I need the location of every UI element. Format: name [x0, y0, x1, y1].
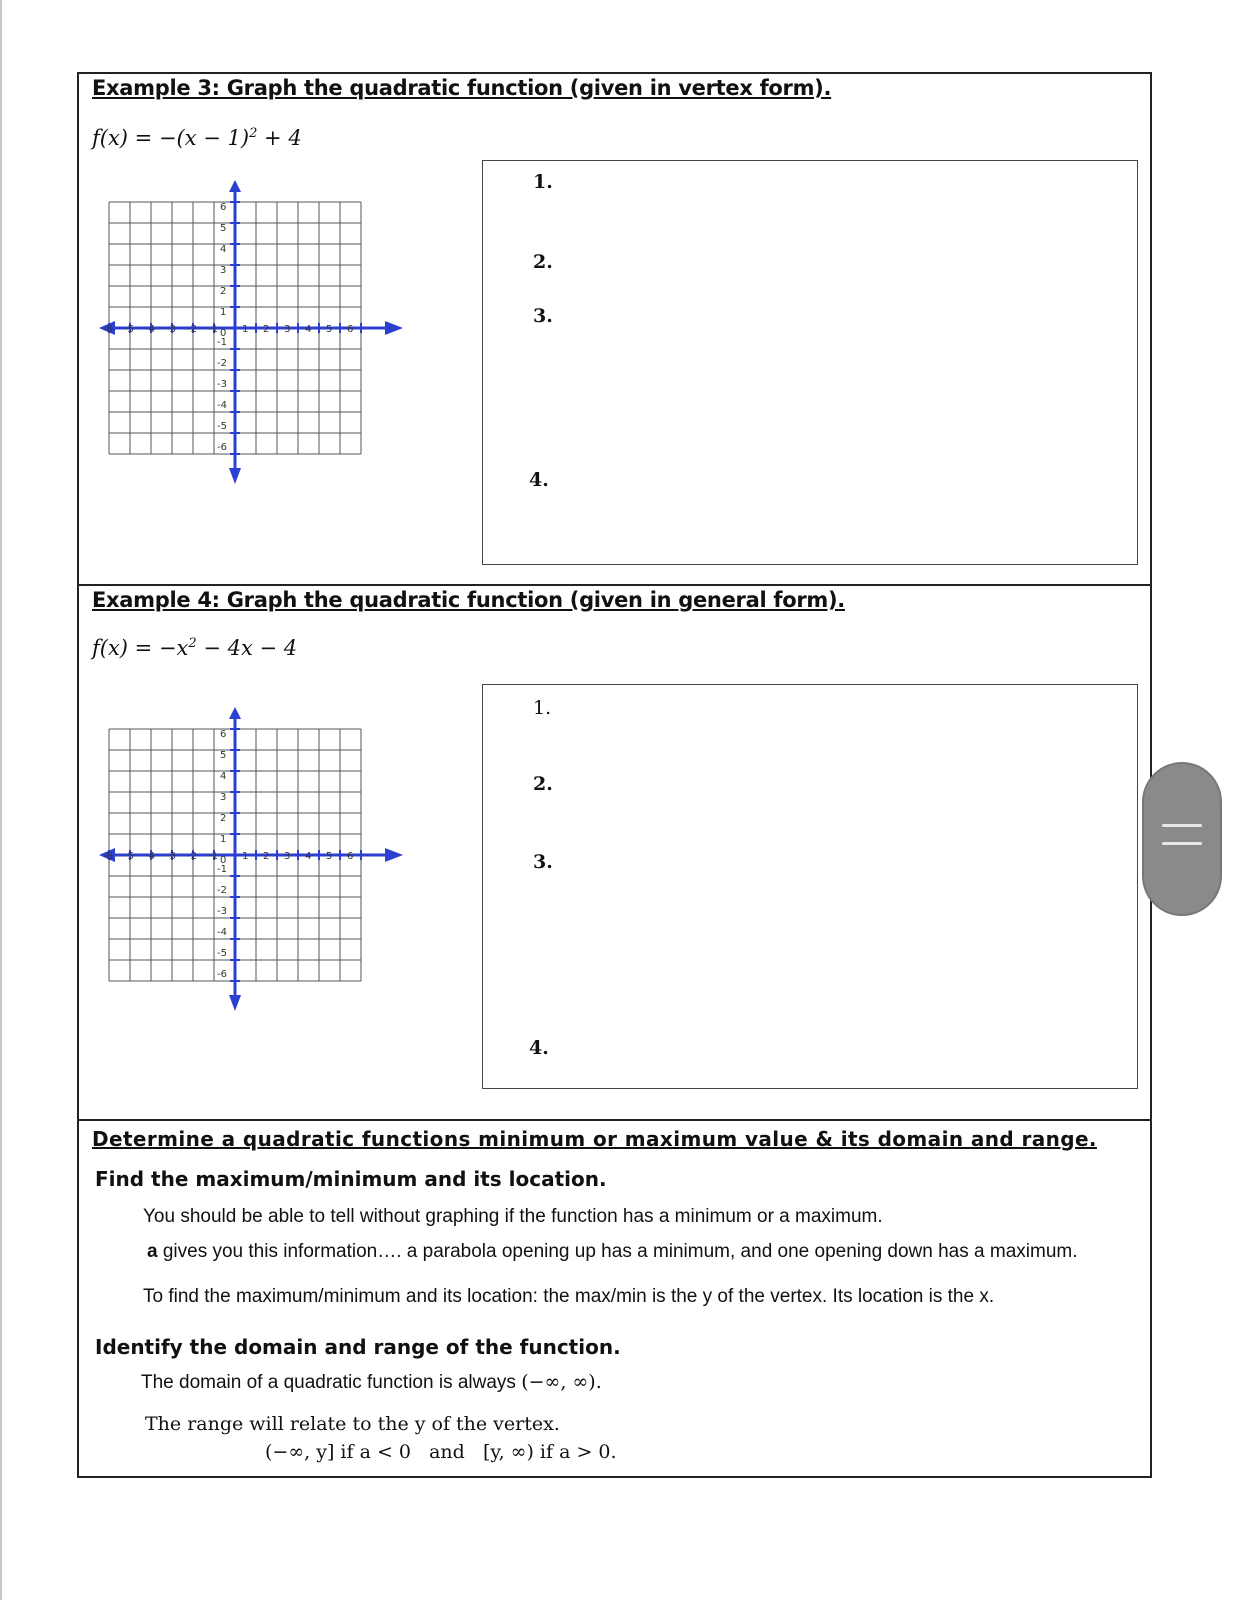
x-tick-label: -4	[145, 851, 155, 862]
example-4-section	[79, 586, 1150, 1121]
y-tick-label: -6	[217, 969, 227, 980]
x-tick-label: -3	[166, 324, 176, 335]
y-tick-label: -5	[217, 948, 227, 959]
scroll-handle[interactable]	[1142, 762, 1222, 916]
arrow-down-icon	[229, 468, 241, 484]
arrow-up-icon	[229, 707, 241, 719]
example-4-formula	[92, 636, 297, 660]
y-tick-label: 6	[220, 202, 227, 213]
y-tick-label: 0	[220, 328, 227, 339]
x-tick-label: -4	[145, 324, 155, 335]
paragraph-find-max-min: To find the maximum/minimum and its location: the max/min is the y of the vertex. Its location is the x.	[143, 1286, 995, 1307]
x-tick-label: -5	[124, 324, 134, 335]
paragraph-a-gives-info	[147, 1241, 1078, 1263]
grip-line-icon	[1162, 842, 1202, 845]
y-tick-label: -3	[217, 906, 227, 917]
y-tick-label: -3	[217, 379, 227, 390]
grip-line-icon	[1162, 824, 1202, 827]
example-3-title: Example 3: Graph the quadratic function (given in vertex form).	[92, 76, 832, 100]
x-tick-label: 6	[347, 324, 354, 335]
y-tick-label: 2	[220, 286, 227, 297]
bold-a: a	[147, 1241, 158, 1262]
step-3-label: 3.	[533, 851, 553, 873]
arrow-down-icon	[229, 995, 241, 1011]
y-tick-label: 2	[220, 813, 227, 824]
subheading-max-min: Find the maximum/minimum and its location.	[95, 1167, 607, 1191]
subheading-domain-range: Identify the domain and range of the function.	[95, 1335, 621, 1359]
y-tick-label: -6	[217, 442, 227, 453]
x-tick-label: 1	[242, 851, 249, 862]
worksheet	[77, 72, 1152, 1478]
y-tick-label: 5	[220, 750, 227, 761]
paragraph-tell-without-graphing: You should be able to tell without graphing if the function has a minimum or a maximum.	[143, 1206, 883, 1227]
min-max-domain-range-section	[79, 1121, 1150, 1476]
formula-lhs: f(x) = −(x − 1)	[92, 126, 250, 150]
step-2-label: 2.	[533, 773, 553, 795]
x-tick-label: -6	[103, 324, 113, 335]
x-tick-label: 6	[347, 851, 354, 862]
y-tick-label: -4	[217, 927, 227, 938]
step-1-label: 1.	[533, 697, 552, 719]
y-tick-label: 3	[220, 265, 227, 276]
y-tick-label: -4	[217, 400, 227, 411]
y-tick-label: 1	[220, 834, 227, 845]
y-tick-label: 4	[220, 771, 227, 782]
example-4-steps-box[interactable]	[482, 684, 1138, 1089]
y-tick-label: -5	[217, 421, 227, 432]
y-tick-label: 0	[220, 855, 227, 866]
x-tick-label: 5	[326, 324, 333, 335]
paragraph-range: The range will relate to the y of the vertex.	[145, 1413, 560, 1435]
y-tick-label: 5	[220, 223, 227, 234]
step-4-label: 4.	[529, 469, 549, 491]
y-tick-label: 6	[220, 729, 227, 740]
x-tick-label: 3	[284, 851, 291, 862]
x-tick-label: -1	[208, 324, 218, 335]
example-4-coordinate-grid[interactable]	[99, 705, 419, 1015]
x-tick-label: 1	[242, 324, 249, 335]
formula-rhs: − 4x − 4	[196, 636, 298, 660]
y-tick-label: 1	[220, 307, 227, 318]
y-tick-label: -1	[217, 337, 227, 348]
formula-lhs: f(x) = −x	[92, 636, 189, 660]
x-tick-label: -1	[208, 851, 218, 862]
paragraph-a-rest: gives you this information…. a parabola opening up has a minimum, and one opening down has a maximum.	[157, 1241, 1078, 1262]
y-tick-label: 3	[220, 792, 227, 803]
x-tick-label: -5	[124, 851, 134, 862]
example-4-title: Example 4: Graph the quadratic function (given in general form).	[92, 588, 845, 612]
arrow-up-icon	[229, 180, 241, 192]
x-tick-label: -2	[187, 851, 197, 862]
y-tick-label: -2	[217, 885, 227, 896]
arrow-right-icon	[385, 321, 403, 335]
example-3-formula	[92, 126, 302, 150]
step-2-label: 2.	[533, 251, 553, 273]
formula-rhs: + 4	[257, 126, 302, 150]
y-tick-label: 4	[220, 244, 227, 255]
y-tick-label: -1	[217, 864, 227, 875]
x-tick-label: -2	[187, 324, 197, 335]
x-tick-label: 4	[305, 324, 312, 335]
example-3-steps-box[interactable]	[482, 160, 1138, 565]
arrow-right-icon	[385, 848, 403, 862]
range-intervals: (−∞, y] if a < 0 and [y, ∞) if a > 0.	[265, 1441, 617, 1463]
y-tick-label: -2	[217, 358, 227, 369]
formula-exponent: 2	[249, 126, 258, 141]
domain-interval: (−∞, ∞).	[521, 1371, 602, 1393]
paragraph-domain	[141, 1371, 602, 1394]
formula-exponent: 2	[188, 636, 197, 651]
step-3-label: 3.	[533, 305, 553, 327]
domain-text: The domain of a quadratic function is always	[141, 1372, 522, 1393]
example-3-coordinate-grid[interactable]	[99, 178, 419, 488]
step-4-label: 4.	[529, 1037, 549, 1059]
x-tick-label: 3	[284, 324, 291, 335]
x-tick-label: 2	[263, 324, 270, 335]
x-tick-label: 4	[305, 851, 312, 862]
x-tick-label: 5	[326, 851, 333, 862]
example-3-section	[79, 74, 1150, 586]
section-title: Determine a quadratic functions minimum or maximum value & its domain and range.	[92, 1127, 1097, 1151]
x-tick-label: -6	[103, 851, 113, 862]
page-edge	[0, 0, 2, 1600]
x-tick-label: -3	[166, 851, 176, 862]
step-1-label: 1.	[533, 171, 553, 193]
x-tick-label: 2	[263, 851, 270, 862]
